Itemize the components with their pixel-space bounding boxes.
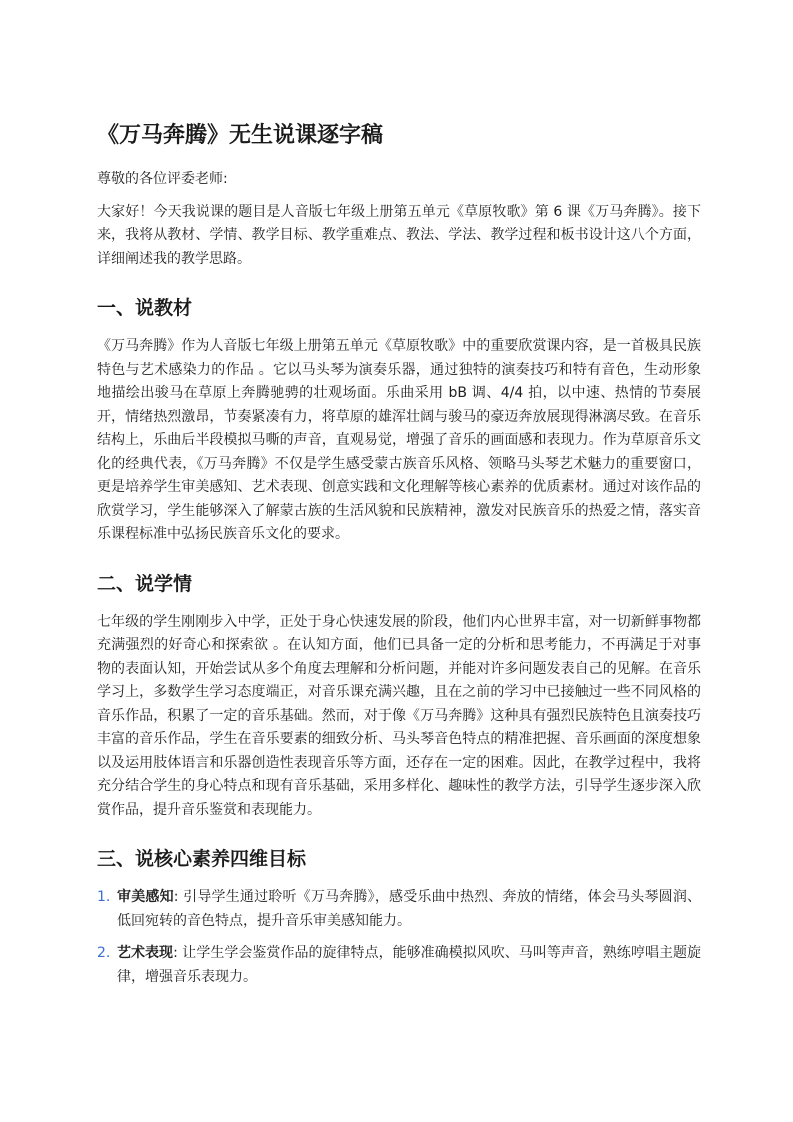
intro-paragraph: 大家好！今天我说课的题目是人音版七年级上册第五单元《草原牧歌》第 6 课《万马奔腾》。接下来，我将从教材、学情、教学目标、教学重难点、教法、学法、教学过程和板书设计这八个方面，详细阐述我的教学思路。 [97,203,701,267]
section-body-textbook: 《万马奔腾》作为人音版七年级上册第五单元《草原牧歌》中的重要欣赏课内容，是一首极具民族特色与艺术感染力的作品 。它以马头琴为演奏乐器，通过独特的演奏技巧和特有音色，生动形象地描绘出骏马在草原上奔腾驰骋的壮观场面。乐曲采用 bB 调、4/4 拍，以中速、热情的节奏展开，情绪热烈激昂，节奏紧凑有力，将草原的雄浑壮阔与骏马的豪迈奔放展现得淋漓尽致。在音乐结构上，乐曲后半段模拟马嘶的声音，直观易觉，增强了音乐的画面感和表现力。作为草原音乐文化的经典代表，《万马奔腾》不仅是学生感受蒙古族音乐风格、领略马头琴艺术魅力的重要窗口，更是培养学生审美感知、艺术表现、创意实践和文化理解等核心素养的优质素材。通过对该作品的欣赏学习，学生能够深入了解蒙古族的生活风貌和民族精神，激发对民族音乐的热爱之情，落实音乐课程标准中弘扬民族音乐文化的要求。 [97,338,701,542]
section-body-students: 七年级的学生刚刚步入中学，正处于身心快速发展的阶段，他们内心世界丰富，对一切新鲜事物都充满强烈的好奇心和探索欲 。在认知方面，他们已具备一定的分析和思考能力，不再满足于对事物的表面认知，开始尝试从多个角度去理解和分析问题，并能对许多问题发表自己的见解。在音乐学习上，多数学生学习态度端正，对音乐课充满兴趣，且在之前的学习中已接触过一些不同风格的音乐作品，积累了一定的音乐基础。然而，对于像《万马奔腾》这种具有强烈民族特色且演奏技巧丰富的音乐作品，学生在音乐要素的细致分析、马头琴音色特点的精准把握、音乐画面的深度想象以及运用肢体语言和乐器创造性表现音乐等方面，还存在一定的困难。因此，在教学过程中，我将充分结合学生的身心特点和现有音乐基础，采用多样化、趣味性的教学方法，引导学生逐步深入欣赏作品，提升音乐鉴赏和表现能力。 [97,613,701,818]
section-heading-textbook: 一、说教材 [97,297,193,319]
list-item [97,886,701,933]
list-item-separator: : [173,945,178,961]
list-item-number: 2. [97,945,111,961]
list-item-label: 艺术表现 [117,945,174,961]
list-item [97,942,701,989]
list-item-text: 引导学生通过聆听《万马奔腾》，感受乐曲中热烈、奔放的情绪，体会马头琴圆润、低回宛转的音色特点，提升音乐审美感知能力。 [117,889,702,929]
list-item-number: 1. [97,889,111,905]
goals-list [97,886,701,989]
list-item-label: 审美感知 [117,889,174,905]
section-heading-students: 二、说学情 [97,572,193,595]
document-title: 《万马奔腾》无生说课逐字稿 [97,123,384,148]
section-heading-goals: 三、说核心素养四维目标 [97,848,307,870]
list-item-text: 让学生学会鉴赏作品的旋律特点，能够准确模拟风吹、马叫等声音，熟练哼唱主题旋律，增强音乐表现力。 [117,945,702,985]
greeting-paragraph: 尊敬的各位评委老师: [97,171,228,187]
document-page [97,118,701,998]
list-item-separator: : [173,889,179,905]
